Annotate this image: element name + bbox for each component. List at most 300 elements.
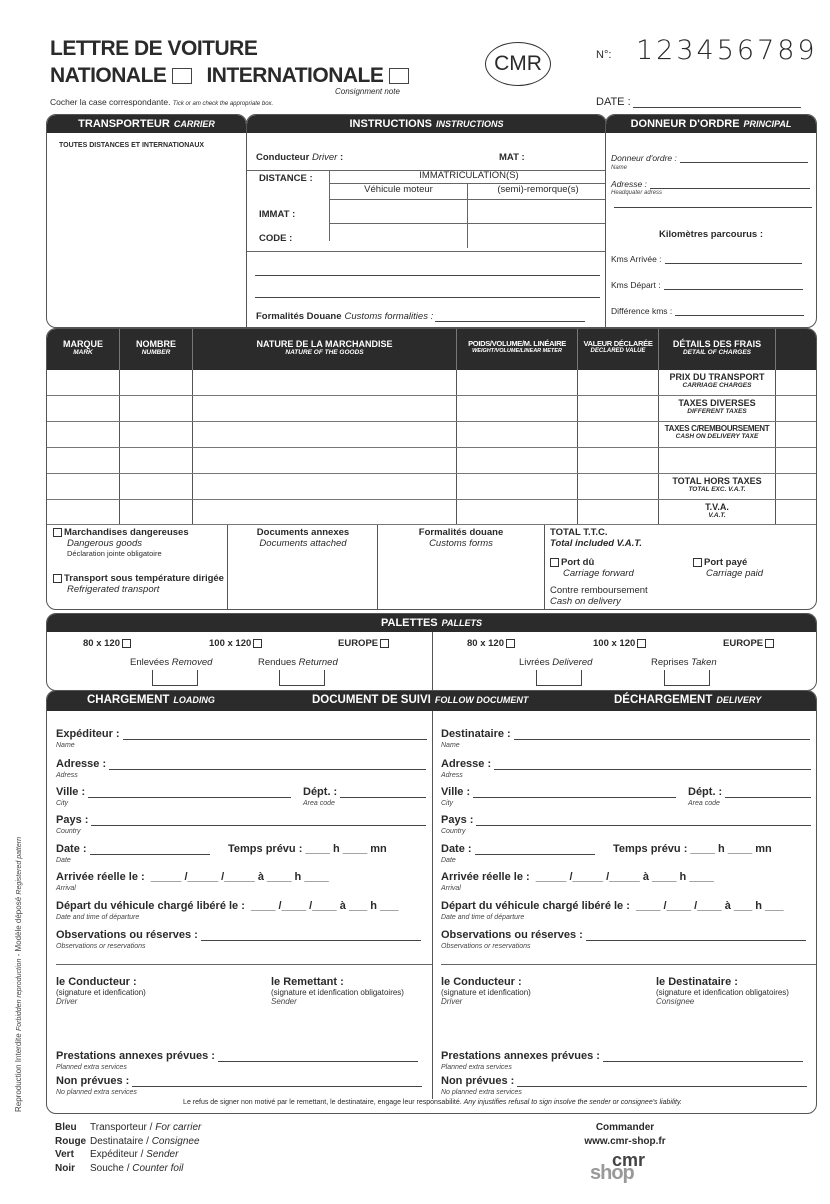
instructions-panel	[246, 114, 607, 328]
date-label-en: Date	[441, 857, 456, 864]
checkbox[interactable]	[637, 639, 646, 648]
delivery-section	[433, 711, 817, 1099]
cell-nombre[interactable]	[120, 500, 193, 524]
expediteur-label-en: Name	[56, 742, 75, 749]
palettes-header	[47, 614, 816, 632]
driver-label-en: Driver	[311, 152, 338, 163]
charge-label	[659, 474, 776, 499]
delivery-pays-field[interactable]	[441, 814, 811, 826]
delivery-depart-field[interactable]	[441, 900, 783, 912]
size-label: 80 x 120	[83, 638, 120, 649]
col-valeur-fr: VALEUR DÉCLARÉE	[583, 339, 653, 348]
cell-poids[interactable]	[457, 500, 578, 524]
loading-prestations-field[interactable]	[56, 1050, 418, 1062]
ville-label: Ville :	[56, 786, 86, 798]
port-du-label-en: Carriage forward	[563, 568, 634, 579]
date-label: Date :	[441, 843, 472, 855]
semi-remorque-label: (semi)-remorque(s)	[497, 184, 579, 195]
copy-fr: Expéditeur /	[90, 1149, 144, 1160]
copy-row	[55, 1148, 201, 1162]
prestations-line[interactable]	[218, 1052, 418, 1062]
size-label: EUROPE	[338, 638, 379, 649]
divider	[432, 632, 433, 691]
delivery-arrivee-field[interactable]	[441, 871, 714, 883]
delivery-dept-field[interactable]	[688, 786, 811, 798]
loading-date-field[interactable]	[56, 843, 210, 855]
cell-marque[interactable]	[47, 370, 120, 395]
col-marque	[47, 329, 120, 370]
right-europe-option[interactable]	[723, 638, 776, 649]
pays-line[interactable]	[91, 816, 426, 826]
non-prevues-line[interactable]	[517, 1077, 807, 1087]
delivery-date-field[interactable]	[441, 843, 595, 855]
cell-nature[interactable]	[193, 370, 457, 395]
instructions-header	[247, 115, 606, 133]
loading-adresse-field[interactable]	[56, 758, 426, 770]
total-ttc	[550, 527, 642, 549]
pays-label-en: Country	[56, 828, 81, 835]
cmr-shop-logo	[590, 1150, 660, 1186]
col-details	[659, 329, 776, 370]
palettes-title-en: PALLETS	[441, 618, 482, 628]
transporteur-text: TOUTES DISTANCES ET INTERNATIONAUX	[59, 142, 205, 149]
charge-fr: PRIX DU TRANSPORT	[669, 372, 765, 382]
port-paye-checkbox[interactable]	[693, 558, 702, 567]
donneur-name-en: Name	[611, 165, 628, 171]
consignee-label-en: Consignee	[656, 997, 695, 1006]
size-label: 80 x 120	[467, 638, 504, 649]
donneur-name-line[interactable]	[680, 155, 808, 163]
donneur-address-line-2[interactable]	[614, 207, 812, 208]
destinataire-field[interactable]	[441, 728, 810, 740]
date-field[interactable]	[596, 96, 801, 108]
check-instruction-en: Tick or am check the appropriate box.	[172, 101, 274, 107]
dangerous-checkbox[interactable]	[53, 528, 62, 537]
charge-value-cell[interactable]	[776, 422, 817, 447]
temps-prevu-field[interactable]: Temps prévu : ____ h ____ mn	[228, 843, 387, 855]
size-label: 100 x 120	[209, 638, 252, 649]
pays-label: Pays :	[56, 814, 89, 826]
size-label: 100 x 120	[593, 638, 636, 649]
charge-value-cell[interactable]	[776, 500, 817, 524]
customs-forms[interactable]	[378, 527, 544, 549]
kms-depart-line[interactable]	[664, 282, 803, 290]
date-line[interactable]	[90, 845, 210, 855]
code-remorque-cell[interactable]	[468, 224, 607, 248]
destinataire-signature[interactable]	[656, 976, 789, 1006]
observations-line[interactable]	[586, 931, 806, 941]
palettes-title: PALETTES	[381, 617, 438, 629]
observations-label: Observations ou réserves :	[56, 929, 198, 941]
donneur-address-field[interactable]	[611, 179, 810, 189]
observations-label: Observations ou réserves :	[441, 929, 583, 941]
adresse-line[interactable]	[109, 760, 426, 770]
dept-line[interactable]	[725, 788, 811, 798]
immat-vehicule-cell[interactable]	[330, 200, 468, 223]
non-prevues-label: Non prévues :	[441, 1075, 515, 1087]
enlevees-input-box[interactable]	[152, 670, 198, 686]
col-nombre-en: NUMBER	[141, 349, 171, 356]
left-europe-option[interactable]	[338, 638, 391, 649]
side-en2: Registered pattern	[16, 837, 23, 895]
loading-driver-signature[interactable]	[56, 976, 146, 1006]
copy-row	[55, 1135, 201, 1149]
reprises-input-box[interactable]	[664, 670, 710, 686]
left-100x120-option[interactable]	[209, 638, 264, 649]
dept-label: Dépt. :	[303, 786, 338, 798]
arrivee-label-en: Arrival	[56, 885, 76, 892]
pays-label: Pays :	[441, 814, 474, 826]
instructions-line-2[interactable]	[255, 297, 600, 298]
charge-value-cell[interactable]	[776, 370, 817, 395]
right-100x120-option[interactable]	[593, 638, 648, 649]
copy-row	[55, 1121, 201, 1135]
non-prevues-label: Non prévues :	[56, 1075, 130, 1087]
copy-en: Consignee	[151, 1135, 200, 1147]
charge-en: V.A.T.	[708, 512, 726, 519]
loading-depart-field[interactable]	[56, 900, 398, 912]
driver-label-en: Driver	[441, 997, 463, 1006]
code-row	[330, 224, 607, 248]
delivery-prestations-field[interactable]	[441, 1050, 803, 1062]
charge-fr: T.V.A.	[705, 502, 729, 512]
transporteur-panel	[46, 114, 247, 328]
kms-arrivee-field[interactable]	[611, 254, 802, 264]
charge-label	[659, 500, 776, 524]
disclaimer-en: Any injustifies refusal to sign insolve the sender or consignee's liability.	[463, 1099, 682, 1106]
documents-annexes[interactable]	[228, 527, 378, 549]
cell-marque[interactable]	[47, 422, 120, 447]
dept-label-en: Area code	[303, 800, 335, 807]
table-row	[47, 474, 817, 500]
non-prevues-label-en: No planned extra services	[441, 1089, 522, 1096]
arrivee-fill[interactable]: _____ /_____ /_____ à ____ h ____	[150, 871, 329, 883]
charge-label	[659, 422, 776, 447]
cell-nombre[interactable]	[120, 448, 193, 473]
cell-poids[interactable]	[457, 396, 578, 421]
title-line1: LETTRE DE VOITURE	[50, 37, 258, 60]
contre-label-en: Cash on delivery	[550, 596, 621, 607]
remettant-signature[interactable]	[271, 976, 404, 1006]
date-input-line[interactable]	[633, 98, 801, 108]
divider	[56, 964, 432, 965]
title-line2	[50, 64, 409, 88]
cash-on-delivery[interactable]	[550, 585, 648, 607]
cell-nombre[interactable]	[120, 370, 193, 395]
col-poids-en: WEIGHT/VOLUME/LINEAR METER	[472, 348, 562, 354]
depart-label-en: Date and time of départure	[441, 914, 525, 921]
cell-marque[interactable]	[47, 474, 120, 499]
cell-nature[interactable]	[193, 448, 457, 473]
dechargement-en: DELIVERY	[716, 695, 762, 705]
port-du-option[interactable]	[550, 557, 634, 579]
rendues-en: Returned	[298, 657, 338, 668]
check-instruction-fr: Cocher la case correspondante.	[50, 97, 171, 107]
disclaimer	[47, 1099, 817, 1106]
date-line[interactable]	[475, 845, 595, 855]
copy-fr: Transporteur /	[90, 1122, 153, 1133]
nationale-checkbox[interactable]	[172, 68, 192, 84]
difference-field[interactable]	[611, 306, 804, 316]
checkbox[interactable]	[765, 639, 774, 648]
kms-depart-field[interactable]	[611, 280, 803, 290]
port-paye-option[interactable]	[693, 557, 763, 579]
side-fr2: Modèle déposé	[14, 896, 23, 952]
livrees-label	[519, 657, 592, 668]
port-paye-label-en: Carriage paid	[706, 568, 764, 579]
palettes-panel	[46, 613, 817, 691]
pays-line[interactable]	[476, 816, 811, 826]
reprises-en: Taken	[691, 657, 717, 668]
table-row	[47, 396, 817, 422]
immat-remorque-cell[interactable]	[468, 200, 607, 223]
transporteur-title-en: CARRIER	[173, 119, 215, 129]
loading-pays-field[interactable]	[56, 814, 426, 826]
kms-arrivee-label: Kms Arrivée :	[611, 254, 662, 264]
ville-line[interactable]	[473, 788, 676, 798]
copy-en: Counter foil	[132, 1162, 184, 1174]
reprises-fr: Reprises	[651, 657, 689, 668]
charge-value-cell[interactable]	[776, 396, 817, 421]
depart-label-en: Date and time of départure	[56, 914, 140, 921]
cell-valeur[interactable]	[578, 500, 659, 524]
sender-label-en: Sender	[271, 997, 297, 1006]
driver-label: Conducteur	[256, 152, 310, 163]
logo-cmr: cmr	[612, 1150, 646, 1170]
charge-value-cell[interactable]	[776, 474, 817, 499]
destinataire-label: Destinataire :	[441, 728, 511, 740]
loading-non-prevues-field[interactable]	[56, 1075, 422, 1087]
adresse-label-en: Adress	[441, 772, 463, 779]
customs-label-en: Customs formalities :	[344, 311, 434, 322]
destinataire-line[interactable]	[514, 730, 810, 740]
depart-fill[interactable]: ____ /____ /____ à ___ h ___	[251, 900, 399, 912]
internationale-label: INTERNATIONALE	[206, 64, 384, 87]
delivery-observations-field[interactable]	[441, 929, 806, 941]
copy-color: Vert	[55, 1149, 74, 1160]
charge-label	[659, 396, 776, 421]
charge-fr: TAXES DIVERSES	[678, 398, 756, 408]
rendues-fr: Rendues	[258, 657, 297, 668]
options-row	[47, 525, 817, 610]
internationale-checkbox[interactable]	[389, 68, 409, 84]
charge-fr: TAXES C/REMBOURSEMENT	[664, 424, 770, 433]
temps-prevu-field[interactable]: Temps prévu : ____ h ____ mn	[613, 843, 772, 855]
dept-line[interactable]	[340, 788, 426, 798]
customs-forms-label-en: Customs forms	[429, 538, 493, 549]
col-details-fr: DÉTAILS DES FRAIS	[672, 339, 762, 349]
number-label: N°:	[596, 49, 612, 61]
dept-label: Dépt. :	[688, 786, 723, 798]
prestations-label: Prestations annexes prévues :	[441, 1050, 600, 1062]
port-du-label: Port dû	[561, 557, 595, 568]
commander-label: Commander	[595, 1122, 655, 1133]
delivery-adresse-field[interactable]	[441, 758, 811, 770]
nationale-label: NATIONALE	[50, 64, 167, 87]
col-nature-fr: NATURE DE LA MARCHANDISE	[256, 339, 393, 349]
ville-label: Ville :	[441, 786, 471, 798]
refrigerated-option[interactable]	[53, 573, 224, 595]
copy-color: Noir	[55, 1162, 75, 1174]
ville-label-en: City	[441, 800, 454, 807]
rendues-input-box[interactable]	[279, 670, 325, 686]
customs-input-line[interactable]	[435, 313, 585, 322]
cell-nature[interactable]	[193, 474, 457, 499]
col-poids	[457, 329, 578, 370]
charge-label-empty	[659, 448, 776, 473]
arrivee-fill[interactable]: _____ /_____ /_____ à ____ h ____	[535, 871, 714, 883]
col-marque-en: MARK	[73, 349, 93, 356]
prestations-label: Prestations annexes prévues :	[56, 1050, 215, 1062]
cell-poids[interactable]	[457, 448, 578, 473]
loading-dept-field[interactable]	[303, 786, 426, 798]
adresse-line[interactable]	[494, 760, 811, 770]
sig-note: (signature et idenfication)	[441, 988, 531, 997]
copy-en: Sender	[146, 1149, 179, 1160]
chargement-fr: CHARGEMENT	[87, 694, 170, 706]
livrees-en: Delivered	[552, 657, 593, 668]
document-number: 123456789	[636, 35, 818, 66]
port-du-checkbox[interactable]	[550, 558, 559, 567]
expediteur-line[interactable]	[123, 730, 427, 740]
side-fr1: Reproduction Interdite	[14, 1033, 23, 1112]
consignment-note-label: Consignment note	[335, 87, 400, 96]
document-en: FOLLOW DOCUMENT	[434, 695, 529, 705]
expediteur-field[interactable]	[56, 728, 427, 740]
cell-nombre[interactable]	[120, 422, 193, 447]
cell-nature[interactable]	[193, 500, 457, 524]
col-nombre-fr: NOMBRE	[136, 339, 176, 349]
cell-marque[interactable]	[47, 500, 120, 524]
kms-arrivee-line[interactable]	[665, 256, 802, 264]
total-ttc-label-en: Total included V.A.T.	[550, 538, 643, 549]
size-label: EUROPE	[723, 638, 764, 649]
disclaimer-fr: Le refus de signer non motivé par le remettant, le destinataire, engage leur responsabilité.	[183, 1099, 462, 1106]
loading-arrivee-field[interactable]	[56, 871, 329, 883]
delivery-non-prevues-field[interactable]	[441, 1075, 807, 1087]
copy-color: Rouge	[55, 1135, 87, 1147]
side-reproduction-notice	[14, 772, 23, 1112]
depart-fill[interactable]: ____ /____ /____ à ___ h ___	[636, 900, 784, 912]
side-sep: -	[14, 951, 23, 959]
cell-nature[interactable]	[193, 422, 457, 447]
code-vehicule-cell[interactable]	[330, 224, 468, 248]
depart-label: Départ du véhicule chargé libéré le :	[56, 900, 245, 912]
difference-line[interactable]	[675, 308, 804, 316]
checkbox[interactable]	[253, 639, 262, 648]
document-fr: DOCUMENT DE SUIVI	[312, 694, 431, 706]
chargement-title	[87, 694, 215, 706]
arrivee-label-en: Arrival	[441, 885, 461, 892]
copy-fr: Destinataire /	[90, 1135, 149, 1147]
col-details-en: DETAIL OF CHARGES	[682, 349, 751, 356]
cell-valeur[interactable]	[578, 448, 659, 473]
cell-nature[interactable]	[193, 396, 457, 421]
right-80x120-option[interactable]	[467, 638, 517, 649]
cell-nombre[interactable]	[120, 396, 193, 421]
ville-line[interactable]	[88, 788, 291, 798]
immatriculation-grid	[329, 170, 607, 241]
cell-valeur[interactable]	[578, 422, 659, 447]
table-row	[47, 500, 817, 525]
observations-line[interactable]	[201, 931, 421, 941]
cell-marque[interactable]	[47, 448, 120, 473]
immat-row	[330, 200, 607, 224]
cell-poids[interactable]	[457, 422, 578, 447]
loading-observations-field[interactable]	[56, 929, 421, 941]
rendues-label	[258, 657, 338, 668]
driver-colon: :	[339, 152, 344, 163]
pays-label-en: Country	[441, 828, 466, 835]
charge-value-cell[interactable]	[776, 448, 817, 473]
refrigerated-checkbox[interactable]	[53, 574, 62, 583]
shop-url-link[interactable]: www.cmr-shop.fr	[584, 1136, 666, 1147]
non-prevues-line[interactable]	[132, 1077, 422, 1087]
vehicule-moteur-label: Véhicule moteur	[330, 184, 468, 199]
dangerous-goods-option[interactable]	[53, 527, 189, 558]
instructions-line-1[interactable]	[255, 275, 600, 276]
col-nombre	[120, 329, 193, 370]
immatriculation-subheader	[330, 184, 607, 200]
document-title	[312, 694, 528, 706]
donneur-address-line[interactable]	[650, 181, 810, 189]
cell-poids[interactable]	[457, 474, 578, 499]
col-poids-fr: POIDS/VOLUME/M. LINÉAIRE	[468, 339, 566, 348]
check-instruction	[50, 97, 273, 107]
left-80x120-option[interactable]	[83, 638, 133, 649]
copy-en: For carrier	[155, 1122, 202, 1133]
conducteur-label: le Conducteur :	[56, 976, 137, 988]
delivery-ville-field[interactable]	[441, 786, 676, 798]
docs-label-en: Documents attached	[259, 538, 347, 549]
livrees-input-box[interactable]	[536, 670, 582, 686]
copy-legend	[55, 1121, 201, 1175]
donneur-name-label: Donneur d'ordre :	[611, 153, 677, 163]
mat-label[interactable]: MAT :	[499, 152, 525, 163]
charge-en: CARRIAGE CHARGES	[682, 382, 752, 389]
delivery-driver-signature[interactable]	[441, 976, 531, 1006]
charge-en: DIFFERENT TAXES	[687, 408, 747, 415]
table-row	[47, 422, 817, 448]
order-info	[560, 1121, 690, 1149]
goods-rows	[47, 370, 817, 525]
donneur-address-en: Headquater adress	[611, 190, 663, 196]
prestations-line[interactable]	[603, 1052, 803, 1062]
cell-marque[interactable]	[47, 396, 120, 421]
prestations-label-en: Planned extra services	[56, 1064, 127, 1071]
distance-label[interactable]: DISTANCE :	[259, 173, 313, 184]
cell-valeur[interactable]	[578, 474, 659, 499]
dechargement-fr: DÉCHARGEMENT	[614, 694, 713, 706]
cell-valeur[interactable]	[578, 370, 659, 395]
driver-field[interactable]	[256, 152, 343, 163]
col-nature	[193, 329, 457, 370]
checkbox[interactable]	[506, 639, 515, 648]
cell-valeur[interactable]	[578, 396, 659, 421]
loading-ville-field[interactable]	[56, 786, 291, 798]
checkbox[interactable]	[380, 639, 389, 648]
cell-nombre[interactable]	[120, 474, 193, 499]
cell-poids[interactable]	[457, 370, 578, 395]
dechargement-title	[614, 694, 761, 706]
donneur-name-field[interactable]	[611, 153, 808, 163]
dangerous-label-en: Dangerous goods	[67, 538, 142, 549]
customs-formalities-field[interactable]	[256, 311, 585, 322]
checkbox[interactable]	[122, 639, 131, 648]
charge-en: CASH ON DELIVERY TAXE	[675, 433, 759, 440]
table-row	[47, 370, 817, 396]
col-valeur	[578, 329, 659, 370]
